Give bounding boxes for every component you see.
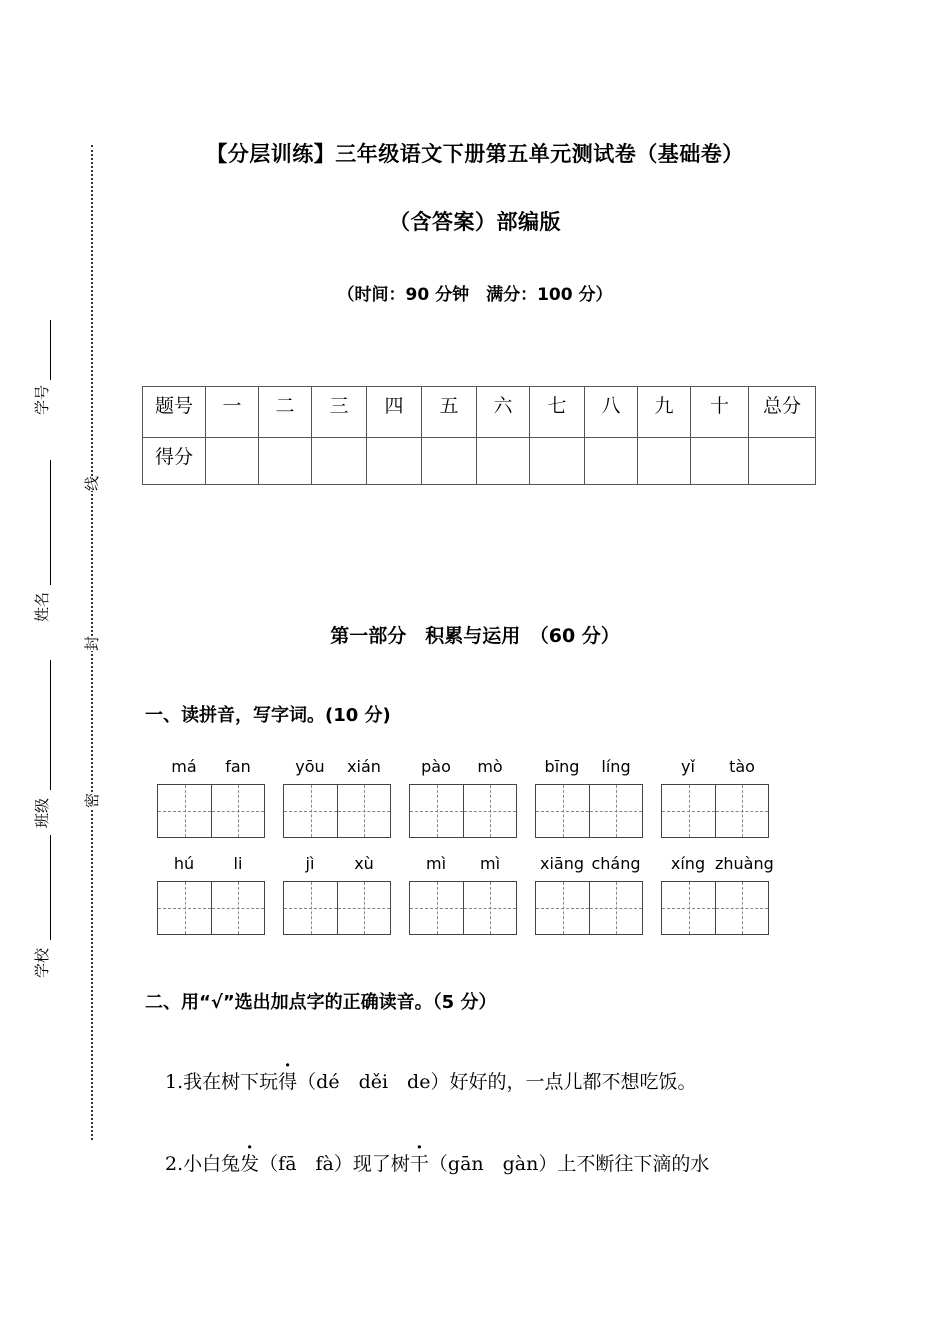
header-2: 二 [259, 387, 312, 438]
pinyin-word-3 [409, 757, 517, 838]
score-cell[interactable] [422, 438, 477, 485]
writing-cell[interactable] [662, 785, 715, 837]
page-title-line1: 【分层训练】三年级语文下册第五单元测试卷（基础卷） [206, 142, 744, 166]
writing-cell[interactable] [284, 785, 337, 837]
writing-cell[interactable] [463, 882, 516, 934]
score-cell[interactable] [638, 438, 691, 485]
header-tihao: 题号 [143, 387, 206, 438]
pinyin-syllable: xiāng [539, 854, 584, 873]
writing-cell[interactable] [589, 882, 642, 934]
part1-heading: 第一部分 积累与运用 （60 分） [330, 625, 620, 647]
page-title-line2: （含答案）部编版 [389, 210, 561, 234]
seal-mi: 密 [83, 792, 102, 809]
score-cell[interactable] [691, 438, 749, 485]
sentence-text: （dé děi de）好好的，一点儿都不想吃饭。 [297, 1071, 697, 1093]
pinyin-syllable: pào [421, 757, 451, 776]
header-total: 总分 [749, 387, 816, 438]
pinyin-syllable: xíng [670, 854, 706, 873]
writing-cell[interactable] [715, 785, 768, 837]
pinyin-syllable: yōu [295, 757, 325, 776]
xuehao-line [50, 320, 51, 380]
label-xingming: 姓名 [33, 591, 51, 622]
pinyin-word-2 [283, 757, 391, 838]
xingming-line [50, 460, 51, 585]
writing-cell[interactable] [410, 785, 463, 837]
writing-cell[interactable] [662, 882, 715, 934]
score-cell[interactable] [367, 438, 422, 485]
emphasis-char: 得 [278, 1071, 298, 1093]
score-cell[interactable] [585, 438, 638, 485]
writing-cell[interactable] [536, 882, 589, 934]
header-8: 八 [585, 387, 638, 438]
banji-line [50, 660, 51, 790]
score-cell[interactable] [312, 438, 367, 485]
writing-cell[interactable] [337, 785, 390, 837]
xuexiao-line [50, 835, 51, 940]
writing-cell[interactable] [463, 785, 516, 837]
pinyin-word-8 [409, 854, 517, 935]
pinyin-syllable: tào [729, 757, 755, 776]
pinyin-syllable: xù [354, 854, 374, 873]
sentence-text: （fā fà）现了树 [259, 1153, 410, 1175]
pinyin-word-4 [535, 757, 643, 838]
pinyin-syllable: mì [479, 854, 501, 873]
q2-sentence-2 [165, 1149, 709, 1176]
label-xuexiao: 学校 [33, 947, 51, 978]
sentence-text: 1.我在树下玩 [165, 1071, 279, 1093]
header-4: 四 [367, 387, 422, 438]
score-cell[interactable] [477, 438, 530, 485]
label-banji: 班级 [33, 797, 51, 828]
score-cell[interactable] [206, 438, 259, 485]
writing-cell[interactable] [158, 785, 211, 837]
seal-xian: 线 [83, 475, 102, 492]
score-cell[interactable] [749, 438, 816, 485]
header-5: 五 [422, 387, 477, 438]
pinyin-syllable: li [233, 854, 243, 873]
header-6: 六 [477, 387, 530, 438]
pinyin-word-7 [283, 854, 391, 935]
header-3: 三 [312, 387, 367, 438]
emphasis-char: 发 [240, 1153, 260, 1175]
time-info: （时间：90 分钟 满分：100 分） [337, 285, 613, 305]
score-cell[interactable] [259, 438, 312, 485]
score-cell[interactable] [530, 438, 585, 485]
score-table [142, 386, 816, 485]
writing-cell[interactable] [284, 882, 337, 934]
pinyin-syllable: jì [305, 854, 315, 873]
pinyin-syllable: cháng [591, 854, 641, 873]
header-10: 十 [691, 387, 749, 438]
writing-cell[interactable] [589, 785, 642, 837]
writing-cell[interactable] [337, 882, 390, 934]
pinyin-word-9 [535, 854, 643, 935]
pinyin-syllable: xián [347, 757, 381, 776]
pinyin-syllable: mì [425, 854, 447, 873]
q2-sentence-1 [165, 1067, 696, 1094]
emphasis-char: 干 [409, 1153, 429, 1175]
writing-cell[interactable] [211, 785, 264, 837]
pinyin-syllable: má [171, 757, 197, 776]
writing-cell[interactable] [211, 882, 264, 934]
seal-feng: 封 [83, 635, 102, 652]
pinyin-word-5 [661, 757, 769, 838]
label-xuehao: 学号 [33, 384, 51, 415]
pinyin-syllable: bīng [544, 757, 580, 776]
q2-heading: 二、用“√”选出加点字的正确读音。（5 分） [145, 992, 497, 1013]
sentence-text: 2.小白兔 [165, 1153, 241, 1175]
pinyin-word-1 [157, 757, 265, 838]
writing-cell[interactable] [410, 882, 463, 934]
q1-heading: 一、读拼音，写字词。(10 分) [145, 705, 391, 726]
header-7: 七 [530, 387, 585, 438]
row-label-defen: 得分 [143, 438, 206, 485]
sentence-text: （gān gàn）上不断往下滴的水 [428, 1153, 710, 1175]
pinyin-syllable: zhuàng [715, 854, 774, 873]
pinyin-syllable: mò [477, 757, 503, 776]
writing-cell[interactable] [715, 882, 768, 934]
pinyin-syllable: hú [173, 854, 195, 873]
pinyin-syllable: yǐ [681, 757, 695, 776]
writing-cell[interactable] [158, 882, 211, 934]
pinyin-syllable: líng [601, 757, 631, 776]
header-1: 一 [206, 387, 259, 438]
pinyin-syllable: fan [225, 757, 251, 776]
header-9: 九 [638, 387, 691, 438]
pinyin-word-10 [661, 854, 774, 935]
writing-cell[interactable] [536, 785, 589, 837]
pinyin-word-6 [157, 854, 265, 935]
